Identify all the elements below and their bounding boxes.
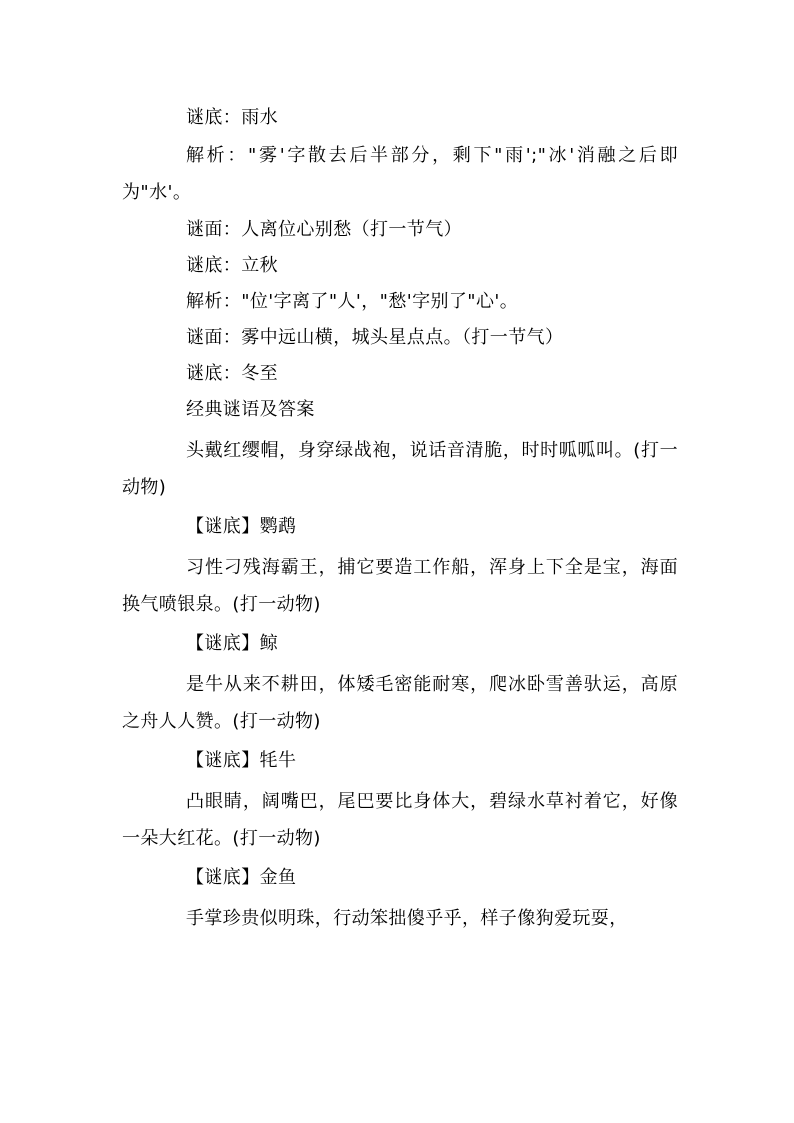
riddle-answer-line: 谜底：冬至 (186, 363, 278, 384)
riddle-explanation-paragraph: 解析："雾'字散去后半部分，剩下"雨';"冰'消融之后即为"水'。 (122, 145, 678, 203)
riddle-explanation-line: 解析："位'字离了"人'，"愁'字别了"心'。 (186, 291, 519, 312)
riddle-paragraph: 凸眼睛，阔嘴巴，尾巴要比身体大，碧绿水草衬着它，好像一朵大红花。(打一动物) (122, 791, 678, 849)
riddle-answer-line: 【谜底】牦牛 (186, 750, 297, 771)
section-heading: 经典谜语及答案 (186, 399, 315, 420)
riddle-paragraph: 习性刁残海霸王，捕它要造工作船，浑身上下全是宝，海面换气喷银泉。(打一动物) (122, 557, 678, 615)
document-body (122, 101, 678, 937)
riddle-answer-line: 【谜底】鹦鹉 (186, 516, 297, 537)
riddle-paragraph: 手掌珍贵似明珠，行动笨拙傻乎乎，样子像狗爱玩耍， (186, 908, 628, 929)
riddle-answer-line: 谜底：立秋 (186, 255, 278, 276)
riddle-answer-line: 【谜底】金鱼 (186, 867, 297, 888)
riddle-paragraph: 是牛从来不耕田，体矮毛密能耐寒，爬冰卧雪善驮运，高原之舟人人赞。(打一动物) (122, 674, 678, 732)
riddle-question-line: 谜面：雾中远山横，城头星点点。（打一节气） (186, 327, 564, 348)
riddle-paragraph: 头戴红缨帽，身穿绿战袍，说话音清脆，时时呱呱叫。(打一动物) (122, 440, 678, 498)
riddle-question-line: 谜面：人离位心别愁（打一节气） (186, 219, 462, 240)
riddle-answer-line: 谜底：雨水 (186, 107, 278, 128)
riddle-answer-line: 【谜底】鲸 (186, 633, 278, 654)
